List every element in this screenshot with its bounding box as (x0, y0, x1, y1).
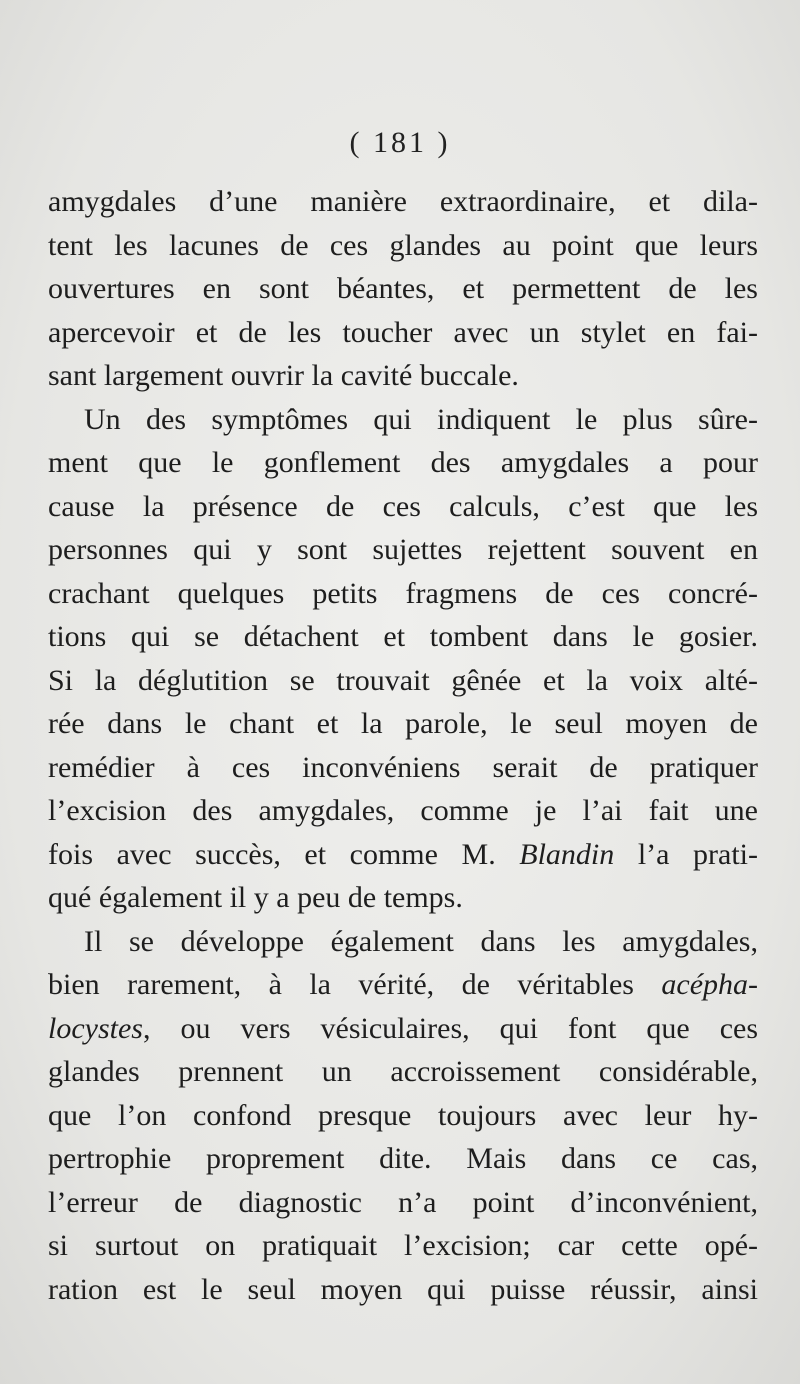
text-segment: tent les lacunes de ces glandes au point que leurs (48, 228, 758, 262)
page-number: ( 181 ) (349, 126, 451, 159)
text-segment: sant largement ouvrir la cavité buccale. (48, 359, 519, 392)
text-line (48, 224, 758, 268)
text-segment: fois avec succès, et comme M. (48, 837, 520, 871)
text-line (48, 1050, 758, 1094)
text-line (48, 789, 758, 833)
text-line (48, 920, 758, 964)
text-line (48, 485, 758, 529)
text-line (48, 1007, 758, 1051)
text-line (48, 615, 758, 659)
text-segment: rée dans le chant et la parole, le seul moyen de (48, 707, 758, 740)
text-segment: apercevoir et de les toucher avec un stylet en fai- (48, 315, 758, 349)
text-line (48, 441, 758, 485)
text-segment: ment que le gonflement des amygdales a pour (48, 446, 758, 479)
text-segment: ouvertures en sont béantes, et permettent de les (48, 272, 758, 305)
text-segment: personnes qui y sont sujettes rejettent souvent en (48, 533, 758, 566)
text-segment: , ou vers vésiculaires, qui font que ces (142, 1011, 758, 1045)
text-segment: l’erreur de diagnostic n’a point d’inconvénient, (48, 1185, 758, 1219)
text-line (48, 746, 758, 790)
text-segment: glandes prennent un accroissement considérable, (48, 1055, 758, 1088)
text-line (48, 354, 758, 398)
text-line (48, 528, 758, 572)
text-line (48, 1137, 758, 1181)
text-line (48, 180, 758, 224)
text-line (48, 702, 758, 746)
text-segment: tions qui se détachent et tombent dans le gosier. (48, 620, 758, 653)
text-line (48, 963, 758, 1007)
text-segment: amygdales d’une manière extraordinaire, et dila- (48, 185, 758, 218)
text-line (48, 876, 758, 920)
text-segment: Il se développe également dans les amygdales, (84, 924, 758, 958)
text-line (48, 311, 758, 355)
text-line (48, 1224, 758, 1268)
text-line (48, 1181, 758, 1225)
text-segment: pertrophie proprement dite. Mais dans ce cas, (48, 1142, 758, 1175)
text-segment: cause la présence de ces calculs, c’est que les (48, 489, 758, 523)
text-segment: crachant quelques petits fragmens de ces concré- (48, 576, 758, 610)
text-segment: que l’on confond presque toujours avec leur hy- (48, 1098, 758, 1132)
text-segment: l’excision des amygdales, comme je l’ai fait une (48, 794, 758, 827)
text-line (48, 1094, 758, 1138)
text-segment: Un des symptômes qui indiquent le plus sûre- (84, 402, 758, 436)
text-line (48, 659, 758, 703)
text-line (48, 398, 758, 442)
italic-text: acépha- (661, 968, 758, 1001)
italic-text: Blandin (519, 837, 615, 871)
body-text (48, 180, 758, 1311)
italic-text: locystes (48, 1011, 143, 1045)
text-segment: qué également il y a peu de temps. (48, 881, 463, 914)
text-segment: ration est le seul moyen qui puisse réussir, ainsi (48, 1272, 758, 1306)
text-line (48, 572, 758, 616)
text-line (48, 267, 758, 311)
text-segment: bien rarement, à la vérité, de véritables (48, 968, 662, 1001)
text-segment: Si la déglutition se trouvait gênée et la voix alté- (48, 663, 758, 697)
text-line (48, 1268, 758, 1312)
text-segment: remédier à ces inconvéniens serait de pratiquer (48, 750, 758, 784)
text-segment: l’a prati- (614, 837, 759, 871)
text-line (48, 833, 758, 877)
text-segment: si surtout on pratiquait l’excision; car cette opé- (48, 1229, 758, 1262)
